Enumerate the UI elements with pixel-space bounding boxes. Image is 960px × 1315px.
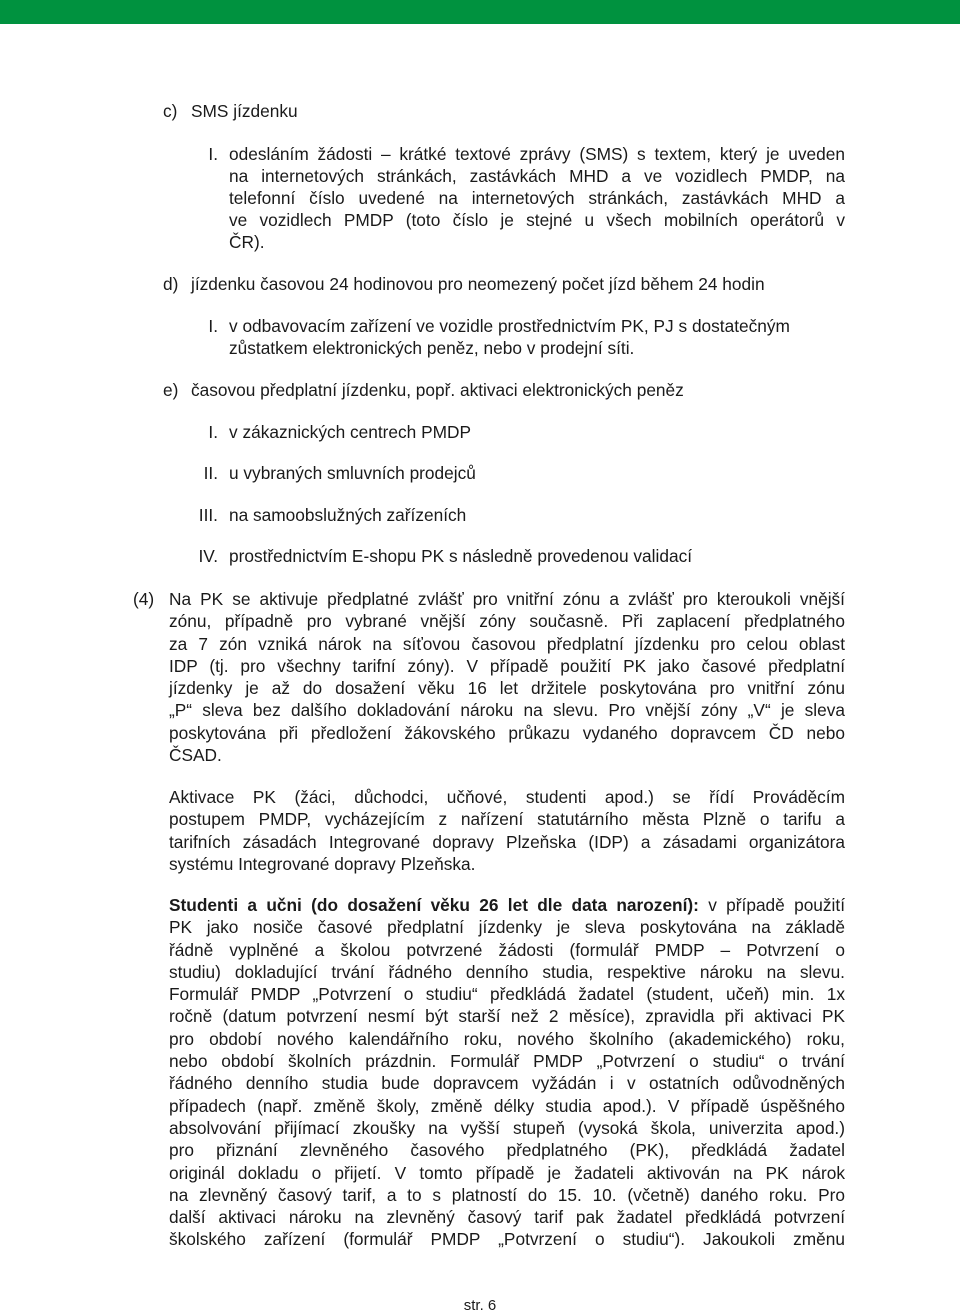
text-run: v případě použití — [698, 895, 845, 915]
text-line: poskytována při předložení žákovského průkazu vydaného dopravcem ČD nebo — [169, 722, 845, 743]
text-line: zónu, případně pro vybrané vnější zóny současně. Při zaplacení předplatného — [169, 611, 845, 632]
text-line: ve vozidlech PMDP (toto číslo je stejné u všech mobilních operátorů v — [229, 210, 845, 230]
section-d-item-number: I. — [208, 316, 218, 336]
section-d-label: d) — [163, 274, 179, 294]
section-e-item-text: v zákaznických centrech PMDP — [229, 422, 472, 442]
text-line: pro přiznání zlevněného časového předplatného (PK), předkládá žadatel — [169, 1140, 845, 1161]
section-4-label: (4) — [133, 589, 155, 609]
text-line: odesláním žádosti – krátké textové zprávy (SMS) s textem, který je uveden — [229, 144, 845, 164]
text-line: Formulář PMDP „Potvrzení o studiu“ předkládá žadatel (student, učeň) min. 1x — [169, 984, 845, 1005]
text-line: postupem PMDP, vycházejícím z nařízení statutárního města Plzně o tarifu a — [169, 809, 845, 830]
header-bar — [0, 0, 960, 24]
text-line: IDP (tj. pro všechny tarifní zóny). V případě použití PK jako časové předplatní — [169, 655, 845, 676]
text-line: nebo období školních prázdnin. Formulář PMDP „Potvrzení o studiu“ o trvání — [169, 1051, 845, 1072]
text-line: řádně vyplněné a školou potvrzené žádosti (formulář PMDP – Potvrzení o — [169, 939, 845, 960]
section-c-title: SMS jízdenku — [191, 101, 298, 121]
section-e-title: časovou předplatní jízdenku, popř. aktivaci elektronických peněz — [191, 380, 684, 400]
section-e-item-text: na samoobslužných zařízeních — [229, 505, 467, 525]
section-e-label: e) — [163, 380, 179, 400]
text-line: absolvování přijímací zkoušky na vyšší stupeň (vysoká škola, univerzita apod.) — [169, 1117, 845, 1138]
text-line: tarifních zásadách Integrované dopravy Plzeňska (IDP) a zásadami organizátora — [169, 831, 845, 852]
page-number: str. 6 — [463, 1297, 497, 1314]
section-e-item-number: II. — [203, 463, 218, 483]
text-line: na internetových stránkách, zastávkách MHD a ve vozidlech PMDP, na — [229, 166, 845, 186]
text-line: případech (např. změně školy, změně délky studia apod.). V případě úspěšného — [169, 1095, 845, 1116]
text-line: zůstatkem elektronických peněz, nebo v prodejní síti. — [229, 338, 635, 358]
text-line: řádného denního studia bude dopravcem vyžádán i v ostatních odůvodněných — [169, 1073, 845, 1094]
text-line: studiu) dokladující trvání řádného denního studia, respektive nároku na slevu. — [169, 961, 845, 982]
section-4-paragraph-3 — [169, 894, 845, 1251]
section-4-paragraph-2 — [169, 786, 845, 875]
text-line: originál dokladu o přijetí. V tomto případě je žadateli aktivován na PK nárok — [169, 1162, 845, 1183]
text-line: telefonní číslo uvedené na internetových stránkách, zastávkách MHD a — [229, 188, 845, 208]
text-line: jízdenky je až do dosažení věku 16 let držitele poskytována pro vnitřní zónu — [169, 678, 845, 699]
text-line: „P“ sleva bez dalšího dokladování nároku na slevu. Pro vnější zóny „V“ je sleva — [169, 700, 845, 721]
section-e-item-number: III. — [198, 505, 218, 525]
section-e-item-text: u vybraných smluvních prodejců — [229, 463, 476, 483]
section-e-item-text: prostřednictvím E-shopu PK s následně provedenou validací — [229, 546, 693, 566]
section-4-paragraph-1 — [169, 588, 845, 766]
text-line: ČR). — [229, 232, 265, 252]
text-line: za 7 zón vzniká nárok na síťovou časovou předplatní jízdenku pro celou oblast — [169, 633, 845, 654]
section-c-item-number: I. — [208, 144, 218, 164]
text-line: ČSAD. — [169, 745, 222, 766]
text-line: na zlevněný časový tarif, a to s platností do 15. 10. (včetně) daného roku. Pro — [169, 1184, 845, 1205]
section-c-label: c) — [163, 101, 178, 121]
text-line: další aktivaci nároku na zlevněný časový tarif pak žadatel předkládá potvrzení — [169, 1207, 845, 1228]
section-e-item-number: IV. — [198, 546, 218, 566]
text-line: systému Integrované dopravy Plzeňska. — [169, 853, 476, 874]
text-line: v odbavovacím zařízení ve vozidle prostřednictvím PK, PJ s dostatečným — [229, 316, 790, 336]
text-line: Na PK se aktivuje předplatné zvlášť pro vnitřní zónu a zvlášť pro kteroukoli vnější — [169, 589, 845, 609]
text-line: školského zařízení (formulář PMDP „Potvrzení o studiu“). Jakoukoli změnu — [169, 1229, 845, 1250]
section-d-title: jízdenku časovou 24 hodinovou pro neomezený počet jízd během 24 hodin — [191, 274, 765, 294]
section-e-item-number: I. — [208, 422, 218, 442]
text-line: PK jako nosiče časové předplatní jízdenky je sleva poskytována na základě — [169, 917, 845, 938]
text-line: pro období nového kalendářního roku, nového školního (akademického) roku, — [169, 1028, 845, 1049]
text-line: ročně (datum potvrzení nesmí být starší než 2 měsíce), zpravidla při aktivaci PK — [169, 1006, 845, 1027]
students-heading: Studenti a učni (do dosažení věku 26 let dle data narození): — [169, 895, 699, 915]
text-line: Aktivace PK (žáci, důchodci, učňové, studenti apod.) se řídí Prováděcím — [169, 787, 845, 807]
text-line — [169, 894, 845, 916]
